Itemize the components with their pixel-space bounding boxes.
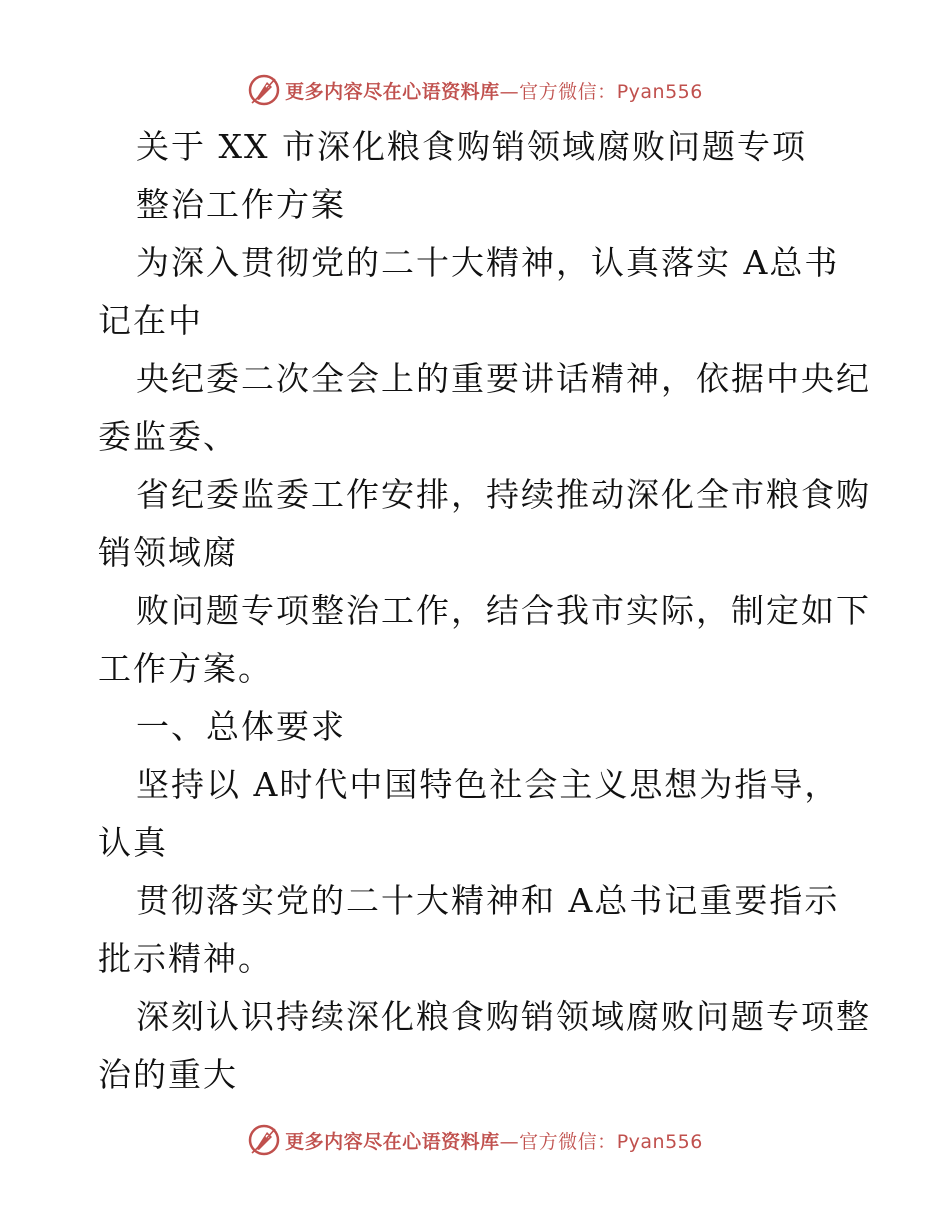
watermark-account: Pyan556 — [616, 80, 703, 103]
document-line: 关于 XX 市深化粮食购销领域腐败问题专项 — [136, 127, 807, 166]
document-line: 整治工作方案 — [136, 185, 346, 224]
watermark-site-name: 更多内容尽在心语资料库 — [285, 1130, 500, 1153]
document-line: 省纪委监委工作安排，持续推动深化全市粮食购 — [136, 475, 871, 514]
document-line: 认真 — [98, 823, 168, 862]
footer-watermark-banner — [0, 1122, 950, 1158]
document-line: 销领域腐 — [98, 533, 238, 572]
document-line: 深刻认识持续深化粮食购销领域腐败问题专项整 — [136, 997, 871, 1036]
pen-nib-logo-icon — [247, 73, 281, 107]
watermark-label: 官方微信： — [519, 80, 617, 103]
document-line: 治的重大 — [98, 1055, 238, 1094]
watermark-text — [285, 77, 703, 104]
document-line: 败问题专项整治工作，结合我市实际，制定如下 — [136, 591, 871, 630]
document-line: 批示精神。 — [98, 939, 273, 978]
document-line: 工作方案。 — [98, 649, 273, 688]
document-line: 坚持以 A时代中国特色社会主义思想为指导， — [136, 765, 840, 804]
document-line: 委监委、 — [98, 417, 238, 456]
document-line: 为深入贯彻党的二十大精神，认真落实 A总书 — [136, 243, 840, 282]
watermark-text — [285, 1127, 703, 1154]
header-watermark-banner — [0, 72, 950, 108]
watermark-site-name: 更多内容尽在心语资料库 — [285, 80, 500, 103]
document-line: 记在中 — [98, 301, 203, 340]
document-line: 贯彻落实党的二十大精神和 A总书记重要指示 — [136, 881, 840, 920]
document-body — [98, 118, 871, 1104]
document-line: 一、总体要求 — [136, 707, 346, 746]
watermark-account: Pyan556 — [616, 1130, 703, 1153]
watermark-dash: — — [499, 1130, 520, 1153]
document-line: 央纪委二次全会上的重要讲话精神，依据中央纪 — [136, 359, 871, 398]
pen-nib-logo-icon — [247, 1123, 281, 1157]
watermark-label: 官方微信： — [519, 1130, 617, 1153]
watermark-dash: — — [499, 80, 520, 103]
